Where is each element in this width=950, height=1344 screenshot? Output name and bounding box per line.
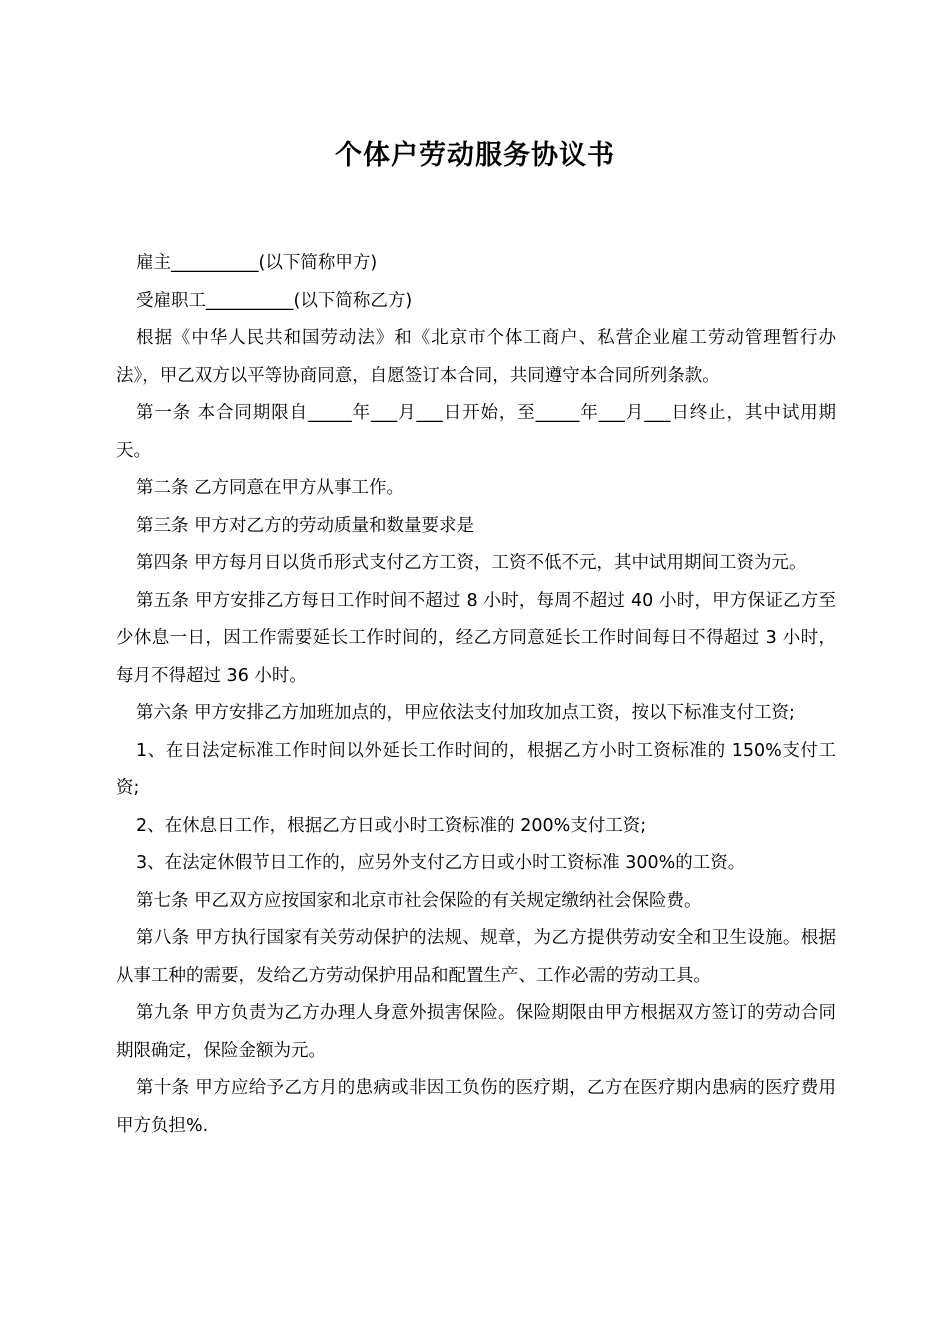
employee-line: 受雇职工__________(以下简称乙方) [136,290,413,311]
article-6: 第六条 甲方安排乙方加班加点的，甲应依法支付加玫加点工资，按以下标准支付工资; [136,703,795,723]
document-body [116,245,836,1145]
article-3: 第三条 甲方对乙方的劳动质量和数量要求是 [136,515,475,536]
article-6-item-3: 3、在法定休假节日工作的，应另外支付乙方日或小时工资标准 300%的工资。 [136,853,746,873]
document-title: 个体户劳动服务协议书 [335,140,615,171]
article-2: 第二条 乙方同意在甲方从事工作。 [136,478,405,498]
article-4: 第四条 甲方每月日以货币形式支付乙方工资，工资不低不元，其中试用期间工资为元。 [136,553,807,573]
article-7: 第七条 甲乙双方应按国家和北京市社会保险的有关规定缴纳社会保险费。 [136,890,702,911]
article-5: 第五条 甲方安排乙方每日工作时间不超过 8 小时，每周不超过 40 小时，甲方保证乙方至少休息一日，因工作需要延长工作时间的，经乙方同意延长工作时间每日不得超过 3 小时，每月不得超过 36 小时。 [116,590,836,686]
preamble-paragraph: 根据《中华人民共和国劳动法》和《北京市个体工商户、私营企业雇工劳动管理暂行办法》，甲乙双方以平等协商同意，自愿签订本合同，共同遵守本合同所列条款。 [116,328,836,386]
article-6-item-1: 1、在日法定标准工作时间以外延长工作时间的，根据乙方小时工资标准的 150%支付工资; [116,740,836,798]
article-6-item-2: 2、在休息日工作，根据乙方日或小时工资标准的 200%支付工资; [136,815,647,836]
employer-line: 雇主__________(以下简称甲方) [136,253,378,273]
article-10: 第十条 甲方应给予乙方月的患病或非因工负伤的医疗期，乙方在医疗期内患病的医疗费用甲方负担%. [116,1078,836,1136]
article-8: 第八条 甲方执行国家有关劳动保护的法规、规章，为乙方提供劳动安全和卫生设施。根据从事工种的需要，发给乙方劳动保护用品和配置生产、工作必需的劳动工具。 [116,928,836,986]
article-9: 第九条 甲方负责为乙方办理人身意外损害保险。保险期限由甲方根据双方签订的劳动合同期限确定，保险金额为元。 [116,1003,836,1061]
article-1: 第一条 本合同期限自_____年___月___日开始，至_____年___月___日终止，其中试用期天。 [116,403,836,461]
